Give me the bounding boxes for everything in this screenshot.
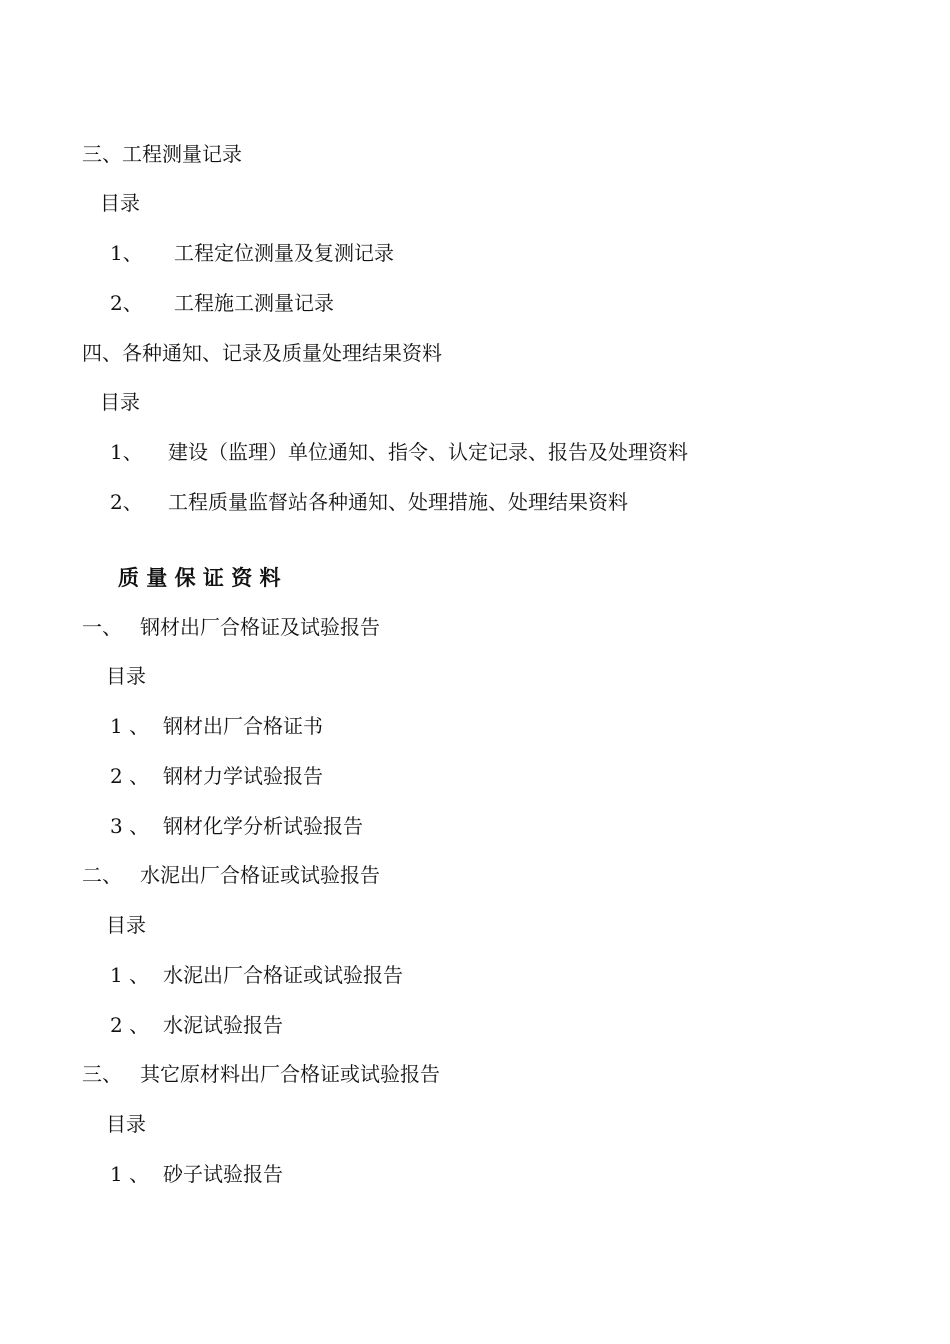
list-item	[0, 761, 323, 791]
item-text: 砂子试验报告	[163, 1162, 283, 1186]
section-3-title	[0, 139, 242, 169]
item-number: 2、	[110, 490, 143, 514]
section-4-title-text: 四、各种通知、记录及质量处理结果资料	[82, 341, 442, 365]
section-4-toc-label	[0, 387, 140, 417]
q3-toc-label	[0, 1109, 146, 1139]
section-3-toc-label	[0, 188, 140, 218]
item-number: 1 、	[110, 714, 150, 738]
quality-assurance-heading: 质 量 保 证 资 料	[118, 565, 281, 590]
item-text: 工程施工测量记录	[174, 291, 334, 315]
item-number: 1、	[110, 241, 143, 265]
item-number: 2 、	[110, 1013, 150, 1037]
q3-title-text: 其它原材料出厂合格证或试验报告	[140, 1062, 440, 1086]
item-text: 钢材出厂合格证书	[163, 714, 323, 738]
item-text: 水泥试验报告	[163, 1013, 283, 1037]
item-number: 2 、	[110, 764, 150, 788]
toc-label: 目录	[100, 390, 140, 414]
list-item	[0, 288, 334, 318]
item-text: 钢材化学分析试验报告	[163, 814, 363, 838]
item-text: 水泥出厂合格证或试验报告	[163, 963, 403, 987]
list-item	[0, 811, 363, 841]
list-item	[0, 437, 688, 467]
q2-title	[0, 860, 380, 890]
q3-title	[0, 1059, 440, 1089]
toc-label: 目录	[106, 913, 146, 937]
q3-number: 三、	[82, 1062, 122, 1086]
item-text: 建设（监理）单位通知、指令、认定记录、报告及处理资料	[168, 440, 688, 464]
list-item	[0, 711, 323, 741]
toc-label: 目录	[106, 1112, 146, 1136]
item-number: 2、	[110, 291, 143, 315]
item-number: 1 、	[110, 963, 150, 987]
list-item	[0, 960, 403, 990]
q1-toc-label	[0, 661, 146, 691]
q1-title	[0, 612, 380, 642]
list-item	[0, 238, 394, 268]
item-text: 工程质量监督站各种通知、处理措施、处理结果资料	[168, 490, 628, 514]
item-text: 工程定位测量及复测记录	[174, 241, 394, 265]
toc-label: 目录	[106, 664, 146, 688]
q2-number: 二、	[82, 863, 122, 887]
item-number: 1、	[110, 440, 143, 464]
list-item	[0, 1010, 283, 1040]
item-number: 1 、	[110, 1162, 150, 1186]
section-4-title	[0, 338, 442, 368]
item-text: 钢材力学试验报告	[163, 764, 323, 788]
item-number: 3 、	[110, 814, 150, 838]
q1-title-text: 钢材出厂合格证及试验报告	[140, 615, 380, 639]
q2-title-text: 水泥出厂合格证或试验报告	[140, 863, 380, 887]
q1-number: 一、	[82, 615, 122, 639]
section-3-title-text: 三、工程测量记录	[82, 142, 242, 166]
q2-toc-label	[0, 910, 146, 940]
list-item	[0, 487, 628, 517]
toc-label: 目录	[100, 191, 140, 215]
list-item	[0, 1159, 283, 1189]
